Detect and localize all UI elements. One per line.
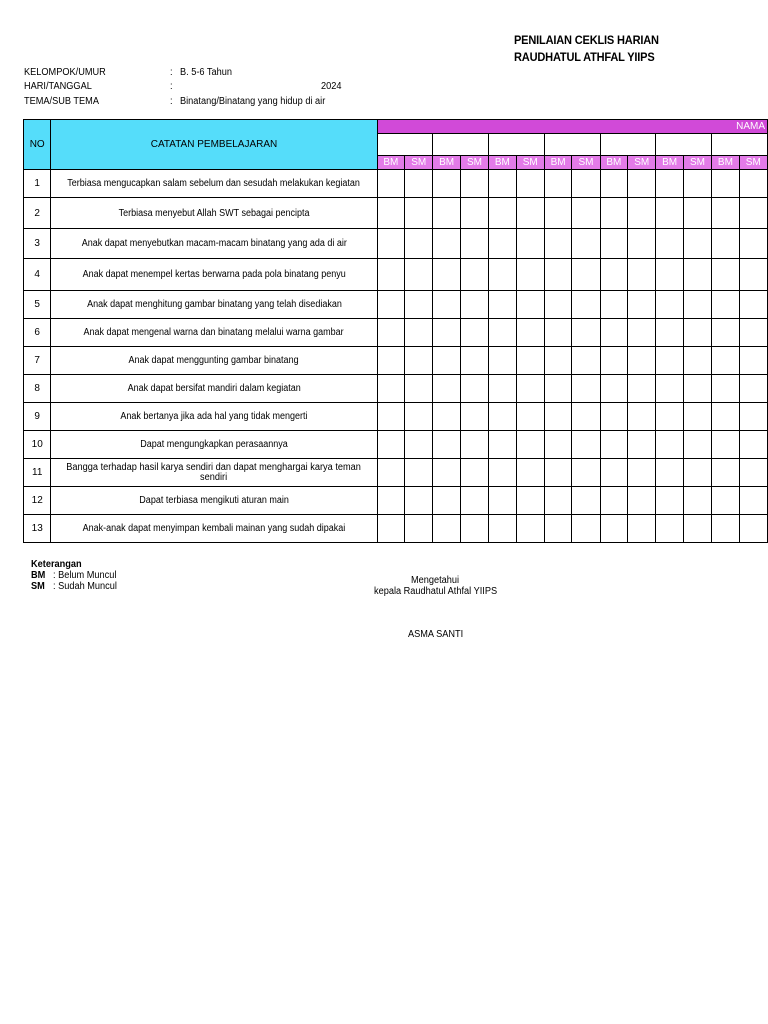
sm-check-cell[interactable] bbox=[460, 431, 488, 459]
tema-value: Binatang/Binatang yang hidup di air bbox=[180, 96, 326, 107]
bm-check-cell[interactable] bbox=[600, 375, 627, 403]
table-row bbox=[24, 487, 768, 515]
sm-check-cell[interactable] bbox=[405, 487, 433, 515]
sm-check-cell[interactable] bbox=[460, 198, 488, 229]
bm-check-cell[interactable] bbox=[544, 403, 571, 431]
bm-check-cell[interactable] bbox=[377, 431, 404, 459]
nama-header: NAMA bbox=[377, 120, 767, 134]
row-description-text: Anak bertanya jika ada hal yang tidak mengerti bbox=[120, 411, 308, 422]
sm-header: SM bbox=[460, 156, 488, 170]
bm-check-cell[interactable] bbox=[712, 459, 739, 487]
bm-check-cell[interactable] bbox=[377, 515, 404, 543]
doc-title-line1: PENILAIAN CEKLIS HARIAN bbox=[514, 33, 659, 47]
sm-check-cell[interactable] bbox=[739, 515, 767, 543]
bm-check-cell[interactable] bbox=[377, 375, 404, 403]
sm-check-cell[interactable] bbox=[628, 375, 656, 403]
sm-check-cell[interactable] bbox=[405, 403, 433, 431]
bm-check-cell[interactable] bbox=[656, 487, 683, 515]
bm-check-cell[interactable] bbox=[433, 459, 460, 487]
table-row bbox=[24, 170, 768, 198]
legend-sm-key: SM bbox=[31, 581, 45, 592]
sm-check-cell[interactable] bbox=[405, 347, 433, 375]
sm-check-cell[interactable] bbox=[739, 259, 767, 291]
table-row bbox=[24, 403, 768, 431]
bm-check-cell[interactable] bbox=[433, 431, 460, 459]
sm-check-cell[interactable] bbox=[460, 347, 488, 375]
sm-check-cell[interactable] bbox=[628, 229, 656, 259]
student-name-cell[interactable] bbox=[656, 134, 712, 156]
bm-check-cell[interactable] bbox=[377, 229, 404, 259]
sm-check-cell[interactable] bbox=[516, 198, 544, 229]
bm-header: BM bbox=[600, 156, 627, 170]
bm-check-cell[interactable] bbox=[377, 459, 404, 487]
sm-check-cell[interactable] bbox=[739, 291, 767, 319]
bm-check-cell[interactable] bbox=[712, 515, 739, 543]
sm-check-cell[interactable] bbox=[628, 431, 656, 459]
row-number: 6 bbox=[24, 319, 51, 347]
bm-check-cell[interactable] bbox=[600, 319, 627, 347]
signature-name: ASMA SANTI bbox=[408, 629, 464, 640]
table-row bbox=[24, 347, 768, 375]
sm-check-cell[interactable] bbox=[739, 403, 767, 431]
sm-header: SM bbox=[516, 156, 544, 170]
sm-check-cell[interactable] bbox=[405, 291, 433, 319]
bm-check-cell[interactable] bbox=[489, 403, 516, 431]
bm-check-cell[interactable] bbox=[433, 347, 460, 375]
sm-check-cell[interactable] bbox=[683, 347, 711, 375]
bm-check-cell[interactable] bbox=[712, 347, 739, 375]
sm-check-cell[interactable] bbox=[572, 291, 600, 319]
bm-check-cell[interactable] bbox=[544, 259, 571, 291]
bm-check-cell[interactable] bbox=[544, 229, 571, 259]
sm-check-cell[interactable] bbox=[516, 259, 544, 291]
row-number: 12 bbox=[24, 487, 51, 515]
student-name-cell[interactable] bbox=[600, 134, 656, 156]
student-name-cell[interactable] bbox=[489, 134, 545, 156]
bm-check-cell[interactable] bbox=[433, 229, 460, 259]
row-description bbox=[51, 170, 377, 198]
sm-check-cell[interactable] bbox=[405, 198, 433, 229]
sm-check-cell[interactable] bbox=[572, 229, 600, 259]
bm-check-cell[interactable] bbox=[489, 198, 516, 229]
bm-check-cell[interactable] bbox=[656, 198, 683, 229]
bm-check-cell[interactable] bbox=[600, 459, 627, 487]
bm-check-cell[interactable] bbox=[712, 198, 739, 229]
bm-check-cell[interactable] bbox=[712, 403, 739, 431]
bm-header: BM bbox=[433, 156, 460, 170]
bm-check-cell[interactable] bbox=[544, 319, 571, 347]
sm-check-cell[interactable] bbox=[683, 170, 711, 198]
bm-check-cell[interactable] bbox=[600, 487, 627, 515]
bm-check-cell[interactable] bbox=[600, 170, 627, 198]
hari-value: 2024 bbox=[321, 81, 342, 92]
student-name-cell[interactable] bbox=[712, 134, 768, 156]
sm-check-cell[interactable] bbox=[572, 403, 600, 431]
sm-check-cell[interactable] bbox=[516, 487, 544, 515]
student-name-cell[interactable] bbox=[377, 134, 433, 156]
row-number: 11 bbox=[24, 459, 51, 487]
sm-check-cell[interactable] bbox=[516, 291, 544, 319]
col-no-header: NO bbox=[24, 120, 51, 170]
row-number: 7 bbox=[24, 347, 51, 375]
bm-check-cell[interactable] bbox=[544, 347, 571, 375]
row-description-text: Dapat mengungkapkan perasaannya bbox=[140, 439, 288, 450]
kelompok-value: B. 5-6 Tahun bbox=[180, 67, 233, 78]
legend-bm-desc: : Belum Muncul bbox=[53, 570, 117, 581]
table-row bbox=[24, 319, 768, 347]
sm-check-cell[interactable] bbox=[460, 459, 488, 487]
sm-check-cell[interactable] bbox=[628, 459, 656, 487]
sm-check-cell[interactable] bbox=[516, 319, 544, 347]
bm-header: BM bbox=[489, 156, 516, 170]
sm-check-cell[interactable] bbox=[572, 515, 600, 543]
row-description bbox=[51, 259, 377, 291]
bm-check-cell[interactable] bbox=[377, 319, 404, 347]
bm-check-cell[interactable] bbox=[489, 291, 516, 319]
hari-colon: : bbox=[170, 81, 173, 92]
sm-check-cell[interactable] bbox=[628, 347, 656, 375]
row-description bbox=[51, 515, 377, 543]
hari-label: HARI/TANGGAL bbox=[24, 81, 92, 92]
sm-check-cell[interactable] bbox=[683, 431, 711, 459]
sm-header: SM bbox=[405, 156, 433, 170]
sm-check-cell[interactable] bbox=[739, 229, 767, 259]
sm-check-cell[interactable] bbox=[572, 170, 600, 198]
row-description-text: Terbiasa mengucapkan salam sebelum dan sesudah melakukan kegiatan bbox=[67, 178, 361, 189]
row-description bbox=[51, 291, 377, 319]
bm-check-cell[interactable] bbox=[656, 347, 683, 375]
row-number: 4 bbox=[24, 259, 51, 291]
sm-check-cell[interactable] bbox=[739, 347, 767, 375]
bm-check-cell[interactable] bbox=[377, 259, 404, 291]
bm-check-cell[interactable] bbox=[377, 347, 404, 375]
sm-check-cell[interactable] bbox=[516, 515, 544, 543]
table-row bbox=[24, 291, 768, 319]
bm-check-cell[interactable] bbox=[712, 291, 739, 319]
bm-check-cell[interactable] bbox=[712, 375, 739, 403]
sm-check-cell[interactable] bbox=[628, 291, 656, 319]
table-row bbox=[24, 375, 768, 403]
sm-check-cell[interactable] bbox=[405, 319, 433, 347]
bm-check-cell[interactable] bbox=[544, 291, 571, 319]
row-description-text: Anak dapat mengenal warna dan binatang melalui warna gambar bbox=[83, 327, 345, 338]
bm-check-cell[interactable] bbox=[656, 319, 683, 347]
bm-check-cell[interactable] bbox=[489, 375, 516, 403]
row-description bbox=[51, 375, 377, 403]
row-number: 8 bbox=[24, 375, 51, 403]
sm-check-cell[interactable] bbox=[739, 459, 767, 487]
row-number: 13 bbox=[24, 515, 51, 543]
sm-check-cell[interactable] bbox=[405, 431, 433, 459]
bm-check-cell[interactable] bbox=[433, 259, 460, 291]
bm-check-cell[interactable] bbox=[600, 198, 627, 229]
row-number: 2 bbox=[24, 198, 51, 229]
bm-check-cell[interactable] bbox=[712, 170, 739, 198]
row-description-text: Terbiasa menyebut Allah SWT sebagai pencipta bbox=[118, 207, 310, 219]
bm-check-cell[interactable] bbox=[600, 229, 627, 259]
row-number: 5 bbox=[24, 291, 51, 319]
sm-check-cell[interactable] bbox=[572, 487, 600, 515]
sm-check-cell[interactable] bbox=[683, 229, 711, 259]
bm-check-cell[interactable] bbox=[433, 198, 460, 229]
sm-check-cell[interactable] bbox=[460, 229, 488, 259]
sm-check-cell[interactable] bbox=[460, 515, 488, 543]
row-description-text: Anak dapat bersifat mandiri dalam kegiatan bbox=[127, 383, 301, 394]
sm-check-cell[interactable] bbox=[460, 259, 488, 291]
bm-check-cell[interactable] bbox=[600, 515, 627, 543]
tema-colon: : bbox=[170, 96, 173, 107]
sm-check-cell[interactable] bbox=[683, 375, 711, 403]
bm-check-cell[interactable] bbox=[712, 431, 739, 459]
bm-check-cell[interactable] bbox=[544, 459, 571, 487]
bm-header: BM bbox=[544, 156, 571, 170]
bm-check-cell[interactable] bbox=[433, 403, 460, 431]
row-number: 9 bbox=[24, 403, 51, 431]
sm-check-cell[interactable] bbox=[405, 229, 433, 259]
row-description-text: Anak dapat menyebutkan macam-macam binatang yang ada di air bbox=[81, 238, 347, 249]
row-number: 3 bbox=[24, 229, 51, 259]
row-description-text: Anak dapat menggunting gambar binatang bbox=[128, 355, 300, 366]
bm-check-cell[interactable] bbox=[489, 487, 516, 515]
sm-check-cell[interactable] bbox=[460, 403, 488, 431]
sm-check-cell[interactable] bbox=[683, 459, 711, 487]
bm-check-cell[interactable] bbox=[377, 403, 404, 431]
sm-check-cell[interactable] bbox=[572, 431, 600, 459]
table-row bbox=[24, 515, 768, 543]
table-row bbox=[24, 229, 768, 259]
bm-check-cell[interactable] bbox=[600, 291, 627, 319]
bm-check-cell[interactable] bbox=[489, 347, 516, 375]
sm-check-cell[interactable] bbox=[516, 431, 544, 459]
bm-header: BM bbox=[656, 156, 683, 170]
bm-check-cell[interactable] bbox=[656, 375, 683, 403]
checklist-table bbox=[23, 119, 768, 543]
sm-check-cell[interactable] bbox=[572, 459, 600, 487]
bm-check-cell[interactable] bbox=[489, 319, 516, 347]
bm-check-cell[interactable] bbox=[433, 170, 460, 198]
sm-check-cell[interactable] bbox=[460, 319, 488, 347]
bm-check-cell[interactable] bbox=[656, 229, 683, 259]
bm-check-cell[interactable] bbox=[489, 229, 516, 259]
bm-check-cell[interactable] bbox=[377, 170, 404, 198]
bm-header: BM bbox=[377, 156, 404, 170]
bm-check-cell[interactable] bbox=[544, 487, 571, 515]
sm-check-cell[interactable] bbox=[683, 403, 711, 431]
sm-check-cell[interactable] bbox=[683, 198, 711, 229]
row-description-text: Anak-anak dapat menyimpan kembali mainan yang sudah dipakai bbox=[82, 523, 346, 534]
sm-check-cell[interactable] bbox=[628, 515, 656, 543]
bm-check-cell[interactable] bbox=[712, 259, 739, 291]
sm-check-cell[interactable] bbox=[516, 347, 544, 375]
sm-check-cell[interactable] bbox=[739, 431, 767, 459]
legend-title: Keterangan bbox=[31, 559, 82, 570]
legend-sm-desc: : Sudah Muncul bbox=[53, 581, 117, 592]
sm-check-cell[interactable] bbox=[460, 291, 488, 319]
signature-role: kepala Raudhatul Athfal YIIPS bbox=[374, 586, 498, 597]
row-description-text: Anak dapat menempel kertas berwarna pada pola binatang penyu bbox=[82, 269, 346, 280]
sm-check-cell[interactable] bbox=[628, 259, 656, 291]
sm-header: SM bbox=[628, 156, 656, 170]
bm-check-cell[interactable] bbox=[489, 170, 516, 198]
bm-check-cell[interactable] bbox=[489, 259, 516, 291]
sm-check-cell[interactable] bbox=[516, 403, 544, 431]
bm-check-cell[interactable] bbox=[544, 431, 571, 459]
bm-check-cell[interactable] bbox=[656, 291, 683, 319]
bm-check-cell[interactable] bbox=[377, 198, 404, 229]
sm-check-cell[interactable] bbox=[628, 487, 656, 515]
sm-check-cell[interactable] bbox=[572, 319, 600, 347]
sm-check-cell[interactable] bbox=[683, 319, 711, 347]
row-description bbox=[51, 431, 377, 459]
row-description bbox=[51, 347, 377, 375]
sm-check-cell[interactable] bbox=[628, 198, 656, 229]
bm-check-cell[interactable] bbox=[433, 487, 460, 515]
bm-check-cell[interactable] bbox=[600, 259, 627, 291]
kelompok-label: KELOMPOK/UMUR bbox=[24, 67, 106, 78]
sm-check-cell[interactable] bbox=[683, 515, 711, 543]
bm-check-cell[interactable] bbox=[489, 431, 516, 459]
sm-check-cell[interactable] bbox=[405, 375, 433, 403]
table-row bbox=[24, 198, 768, 229]
row-description bbox=[51, 319, 377, 347]
row-description bbox=[51, 487, 377, 515]
sm-check-cell[interactable] bbox=[460, 170, 488, 198]
sm-check-cell[interactable] bbox=[628, 170, 656, 198]
student-name-cell[interactable] bbox=[544, 134, 600, 156]
sm-check-cell[interactable] bbox=[405, 259, 433, 291]
sm-check-cell[interactable] bbox=[516, 229, 544, 259]
sm-check-cell[interactable] bbox=[460, 487, 488, 515]
sm-check-cell[interactable] bbox=[405, 170, 433, 198]
row-description-text: Dapat terbiasa mengikuti aturan main bbox=[139, 495, 289, 506]
bm-check-cell[interactable] bbox=[377, 487, 404, 515]
bm-check-cell[interactable] bbox=[656, 259, 683, 291]
sm-check-cell[interactable] bbox=[572, 259, 600, 291]
tema-label: TEMA/SUB TEMA bbox=[24, 96, 99, 107]
bm-check-cell[interactable] bbox=[489, 459, 516, 487]
sm-check-cell[interactable] bbox=[628, 403, 656, 431]
sm-check-cell[interactable] bbox=[405, 459, 433, 487]
table-row bbox=[24, 431, 768, 459]
sm-check-cell[interactable] bbox=[683, 291, 711, 319]
sm-check-cell[interactable] bbox=[572, 198, 600, 229]
sm-check-cell[interactable] bbox=[739, 319, 767, 347]
sm-check-cell[interactable] bbox=[739, 487, 767, 515]
bm-check-cell[interactable] bbox=[544, 198, 571, 229]
sm-check-cell[interactable] bbox=[739, 170, 767, 198]
sm-header: SM bbox=[739, 156, 767, 170]
student-name-cell[interactable] bbox=[433, 134, 489, 156]
kelompok-colon: : bbox=[170, 67, 173, 78]
row-description-text: Anak dapat menghitung gambar binatang yang telah disediakan bbox=[86, 299, 342, 310]
row-description bbox=[51, 403, 377, 431]
col-catatan-header: CATATAN PEMBELAJARAN bbox=[51, 120, 377, 170]
sm-check-cell[interactable] bbox=[683, 487, 711, 515]
bm-check-cell[interactable] bbox=[600, 403, 627, 431]
bm-check-cell[interactable] bbox=[433, 375, 460, 403]
bm-check-cell[interactable] bbox=[433, 515, 460, 543]
sm-header: SM bbox=[683, 156, 711, 170]
sm-check-cell[interactable] bbox=[572, 347, 600, 375]
signature-mengetahui: Mengetahui bbox=[411, 575, 460, 586]
doc-title-line2: RAUDHATUL ATHFAL YIIPS bbox=[514, 50, 655, 64]
sm-header: SM bbox=[572, 156, 600, 170]
bm-check-cell[interactable] bbox=[544, 515, 571, 543]
bm-check-cell[interactable] bbox=[656, 459, 683, 487]
bm-check-cell[interactable] bbox=[656, 403, 683, 431]
sm-check-cell[interactable] bbox=[516, 459, 544, 487]
sm-check-cell[interactable] bbox=[516, 375, 544, 403]
sm-check-cell[interactable] bbox=[628, 319, 656, 347]
row-description bbox=[51, 229, 377, 259]
bm-check-cell[interactable] bbox=[489, 515, 516, 543]
row-description bbox=[51, 198, 377, 229]
bm-check-cell[interactable] bbox=[600, 347, 627, 375]
row-number: 10 bbox=[24, 431, 51, 459]
bm-check-cell[interactable] bbox=[544, 170, 571, 198]
sm-check-cell[interactable] bbox=[739, 375, 767, 403]
legend-bm-key: BM bbox=[31, 570, 46, 581]
row-description bbox=[51, 459, 377, 487]
bm-check-cell[interactable] bbox=[544, 375, 571, 403]
row-description-text: Bangga terhadap hasil karya sendiri dan dapat menghargai karya teman sendiri bbox=[66, 461, 362, 483]
bm-check-cell[interactable] bbox=[433, 291, 460, 319]
table-row bbox=[24, 459, 768, 487]
bm-check-cell[interactable] bbox=[433, 319, 460, 347]
bm-check-cell[interactable] bbox=[600, 431, 627, 459]
sm-check-cell[interactable] bbox=[405, 515, 433, 543]
bm-check-cell[interactable] bbox=[712, 319, 739, 347]
sm-check-cell[interactable] bbox=[739, 198, 767, 229]
bm-check-cell[interactable] bbox=[656, 515, 683, 543]
sm-check-cell[interactable] bbox=[683, 259, 711, 291]
bm-check-cell[interactable] bbox=[712, 229, 739, 259]
sm-check-cell[interactable] bbox=[460, 375, 488, 403]
bm-check-cell[interactable] bbox=[656, 170, 683, 198]
bm-check-cell[interactable] bbox=[377, 291, 404, 319]
bm-check-cell[interactable] bbox=[712, 487, 739, 515]
sm-check-cell[interactable] bbox=[572, 375, 600, 403]
bm-header: BM bbox=[712, 156, 739, 170]
row-number: 1 bbox=[24, 170, 51, 198]
sm-check-cell[interactable] bbox=[516, 170, 544, 198]
table-row bbox=[24, 259, 768, 291]
bm-check-cell[interactable] bbox=[656, 431, 683, 459]
